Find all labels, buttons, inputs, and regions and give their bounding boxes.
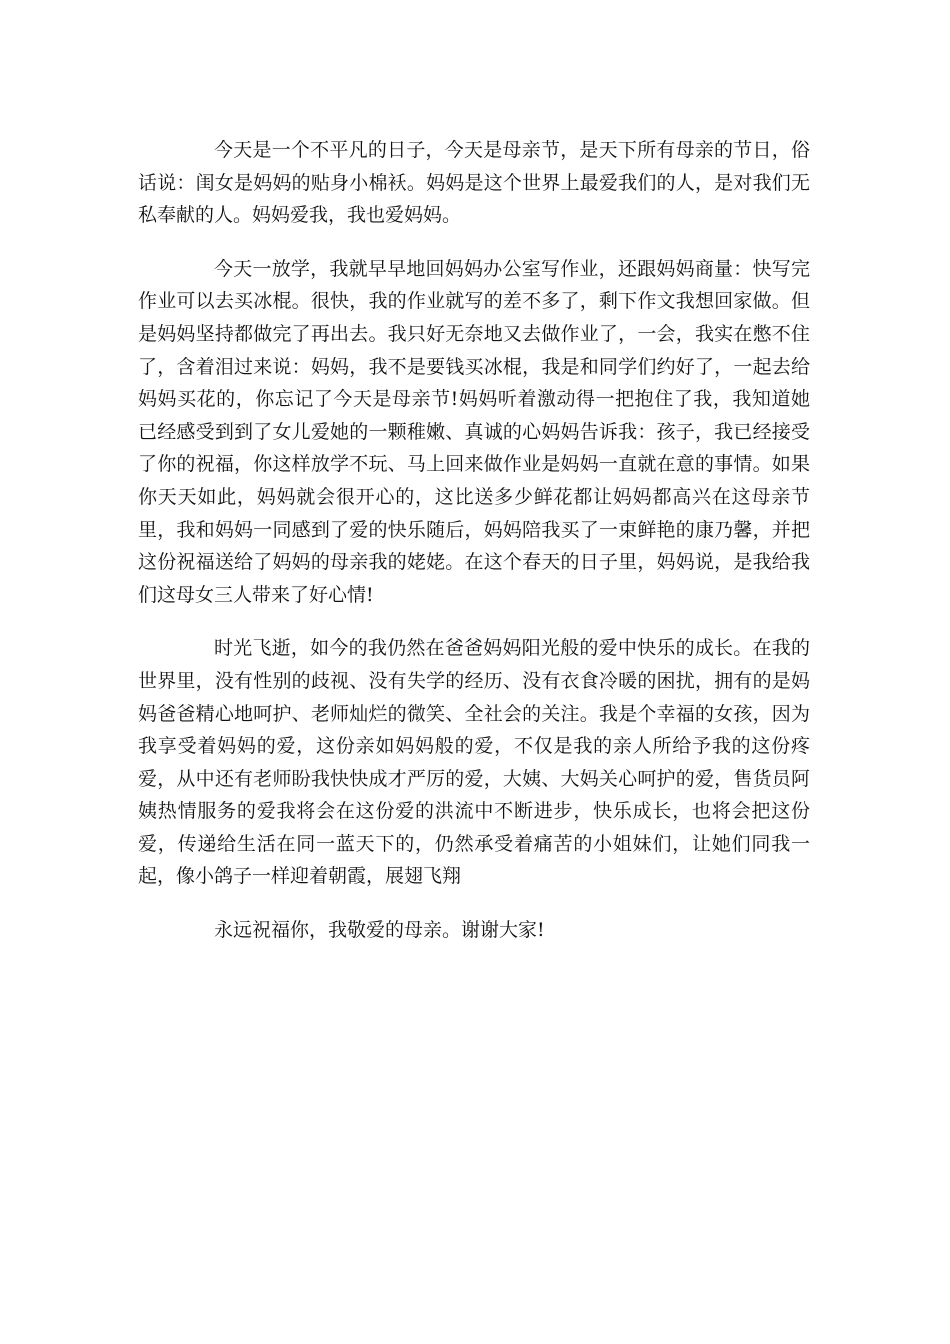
paragraph-story: 今天一放学，我就早早地回妈妈办公室写作业，还跟妈妈商量：快写完作业可以去买冰棍。很快，我的作业就写的差不多了，剩下作文我想回家做。但是妈妈坚持都做完了再出去。我只好无奈地又去做作业了，一会，我实在憋不住了，含着泪过来说：妈妈，我不是要钱买冰棍，我是和同学们约好了，一起去给妈妈买花的，你忘记了今天是母亲节!妈妈听着激动得一把抱住了我，我知道她已经感受到到了女儿爱她的一颗稚嫩、真诚的心妈妈告诉我：孩子，我已经接受了你的祝福，你这样放学不玩、马上回来做作业是妈妈一直就在意的事情。如果你天天如此，妈妈就会很开心的，这比送多少鲜花都让妈妈都高兴在这母亲节里，我和妈妈一同感到了爱的快乐随后，妈妈陪我买了一束鲜艳的康乃馨，并把这份祝福送给了妈妈的母亲我的姥姥。在这个春天的日子里，妈妈说，是我给我们这母女三人带来了好心情! bbox=[138, 257, 810, 606]
paragraph-growth: 时光飞逝，如今的我仍然在爸爸妈妈阳光般的爱中快乐的成长。在我的世界里，没有性别的歧视、没有失学的经历、没有衣食冷暖的困扰，拥有的是妈妈爸爸精心地呵护、老师灿烂的微笑、全社会的关注。我是个幸福的女孩，因为我享受着妈妈的爱，这份亲如妈妈般的爱，不仅是我的亲人所给予我的这份疼爱，从中还有老师盼我快快成才严厉的爱，大姨、大妈关心呵护的爱，售货员阿姨热情服务的爱我将会在这份爱的洪流中不断进步，快乐成长，也将会把这份爱，传递给生活在同一蓝天下的，仍然承受着痛苦的小姐妹们，让她们同我一起，像小鸽子一样迎着朝霞，展翅飞翔 bbox=[138, 637, 810, 888]
paragraph-closing: 永远祝福你，我敬爱的母亲。谢谢大家! bbox=[214, 919, 545, 942]
paragraph-intro: 今天是一个不平凡的日子，今天是母亲节，是天下所有母亲的节日，俗话说：闺女是妈妈的贴身小棉袄。妈妈是这个世界上最爱我们的人，是对我们无私奉献的人。妈妈爱我，我也爱妈妈。 bbox=[138, 139, 810, 227]
document-body bbox=[138, 134, 810, 947]
